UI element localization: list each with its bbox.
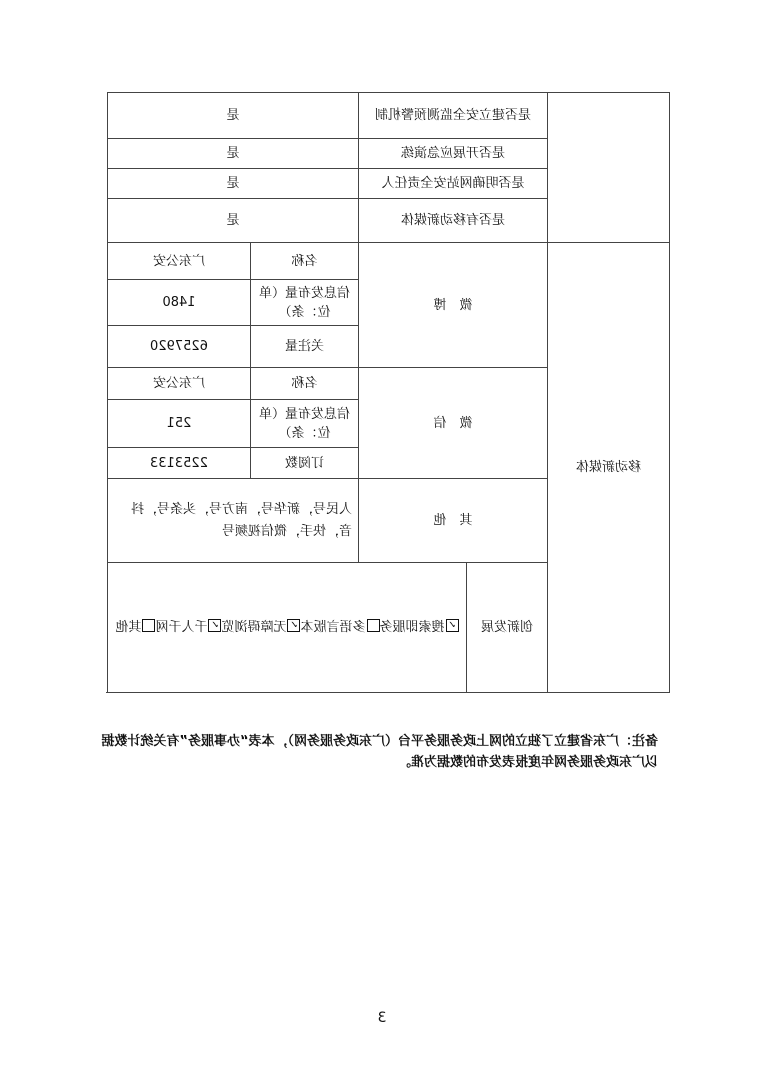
other-label: 其 他 — [358, 479, 547, 563]
wechat-subs-label: 订阅数 — [250, 448, 358, 479]
page-number: 3 — [377, 1010, 387, 1026]
weibo-name-value: 广东公安 — [107, 243, 250, 280]
innovation-option-list — [115, 620, 458, 635]
innovation-option-label: 搜索即服务 — [379, 620, 445, 635]
weibo-posts-value: 1480 — [107, 280, 250, 326]
checkbox-icon — [367, 619, 380, 632]
row-label: 是否开展应急演练 — [358, 139, 547, 169]
statistics-table — [107, 92, 670, 693]
table-row — [107, 93, 669, 139]
row-value: 是 — [107, 169, 358, 199]
row-value: 是 — [107, 139, 358, 169]
table-row — [107, 243, 669, 280]
row-value: 是 — [107, 93, 358, 139]
checkbox-icon — [288, 619, 301, 632]
wechat-name-label: 名称 — [250, 368, 358, 400]
innovation-label: 创新发展 — [467, 563, 548, 693]
innovation-option-label: 无障碍浏览 — [221, 620, 287, 635]
row-label: 是否明确网站安全责任人 — [358, 169, 547, 199]
weibo-follow-value: 6257920 — [107, 326, 250, 368]
innovation-option-label: 其他 — [115, 620, 142, 635]
wechat-subs-value: 2253133 — [107, 448, 250, 479]
weibo-follow-label: 关注量 — [250, 326, 358, 368]
other-value: 人民号，新华号，南方号，头条号，抖音，快手，微信视频号 — [107, 479, 358, 563]
wechat-posts-value: 251 — [107, 400, 250, 448]
innovation-options — [107, 563, 466, 693]
weibo-label: 微 博 — [358, 243, 547, 368]
row-label: 是否有移动新媒体 — [358, 199, 547, 243]
checkbox-icon — [446, 619, 459, 632]
wechat-label: 微 信 — [358, 368, 547, 479]
footnote: 备注：广东省建立了独立的网上政务服务平台（广东政务服务网），本表“办事服务”有关统计数据以广东政务服务网年度报表发布的数据为准。 — [101, 734, 658, 770]
weibo-name-label: 名称 — [250, 243, 358, 280]
blank-cell — [548, 93, 670, 243]
row-value: 是 — [107, 199, 358, 243]
wechat-name-value: 广东公安 — [107, 368, 250, 400]
wechat-posts-label: 信息发布量（单位：条） — [250, 400, 358, 448]
mobile-section-label: 移动新媒体 — [548, 243, 670, 693]
checkbox-icon — [208, 619, 221, 632]
weibo-posts-label: 信息发布量（单位：条） — [250, 280, 358, 326]
row-label: 是否建立安全监测预警机制 — [358, 93, 547, 139]
innovation-option-label: 千人千网 — [155, 620, 208, 635]
checkbox-icon — [142, 619, 155, 632]
innovation-option-label: 多语言版本 — [300, 620, 366, 635]
